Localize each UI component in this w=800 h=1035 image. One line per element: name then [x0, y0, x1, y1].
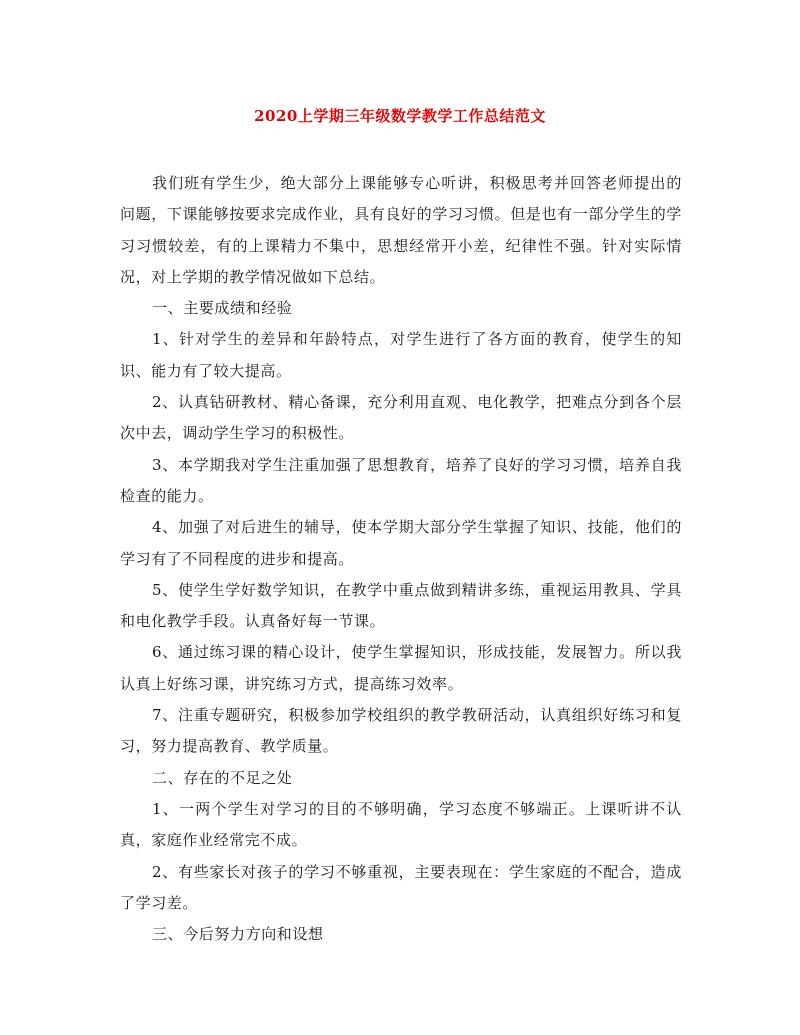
list-item: 2、有些家长对孩子的学习不够重视，主要表现在：学生家庭的不配合，造成了学习差。 — [120, 862, 682, 912]
section-heading-future-direction: 三、今后努力方向和设想 — [152, 925, 324, 944]
document-title: 2020上学期三年级数学教学工作总结范文 — [254, 107, 546, 125]
section-heading-shortcomings: 二、存在的不足之处 — [152, 768, 293, 787]
intro-paragraph: 我们班有学生少，绝大部分上课能够专心听讲，积极思考并回答老师提出的问题，下课能够按要求完成作业，具有良好的学习习惯。但是也有一部分学生的学习习惯较差，有的上课精力不集中，思想经常开小差，纪律性不强。针对实际情况，对上学期的教学情况做如下总结。 — [120, 174, 682, 286]
list-item: 1、一两个学生对学习的目的不够明确，学习态度不够端正。上课听讲不认真，家庭作业经常完不成。 — [120, 799, 682, 850]
list-item: 6、通过练习课的精心设计，使学生掌握知识，形成技能，发展智力。所以我认真上好练习课，讲究练习方式，提高练习效率。 — [120, 643, 682, 693]
list-item: 5、使学生学好数学知识，在教学中重点做到精讲多练，重视运用教具、学具和电化教学手段。认真备好每一节课。 — [120, 580, 682, 631]
list-item: 3、本学期我对学生注重加强了思想教育，培养了良好的学习习惯，培养自我检查的能力。 — [120, 455, 682, 505]
document-body — [120, 168, 682, 950]
list-item: 1、针对学生的差异和年龄特点，对学生进行了各方面的教育，使学生的知识、能力有了较大提高。 — [120, 330, 682, 380]
list-item: 7、注重专题研究，积极参加学校组织的教学教研活动，认真组织好练习和复习，努力提高教育、教学质量。 — [120, 706, 682, 756]
list-item: 2、认真钻研教材、精心备课，充分利用直观、电化教学，把难点分到各个层次中去，调动学生学习的积极性。 — [120, 393, 682, 443]
section-heading-achievements: 一、主要成绩和经验 — [152, 299, 293, 318]
list-item: 4、加强了对后进生的辅导，使本学期大部分学生掌握了知识、技能，他们的学习有了不同程度的进步和提高。 — [120, 518, 682, 568]
